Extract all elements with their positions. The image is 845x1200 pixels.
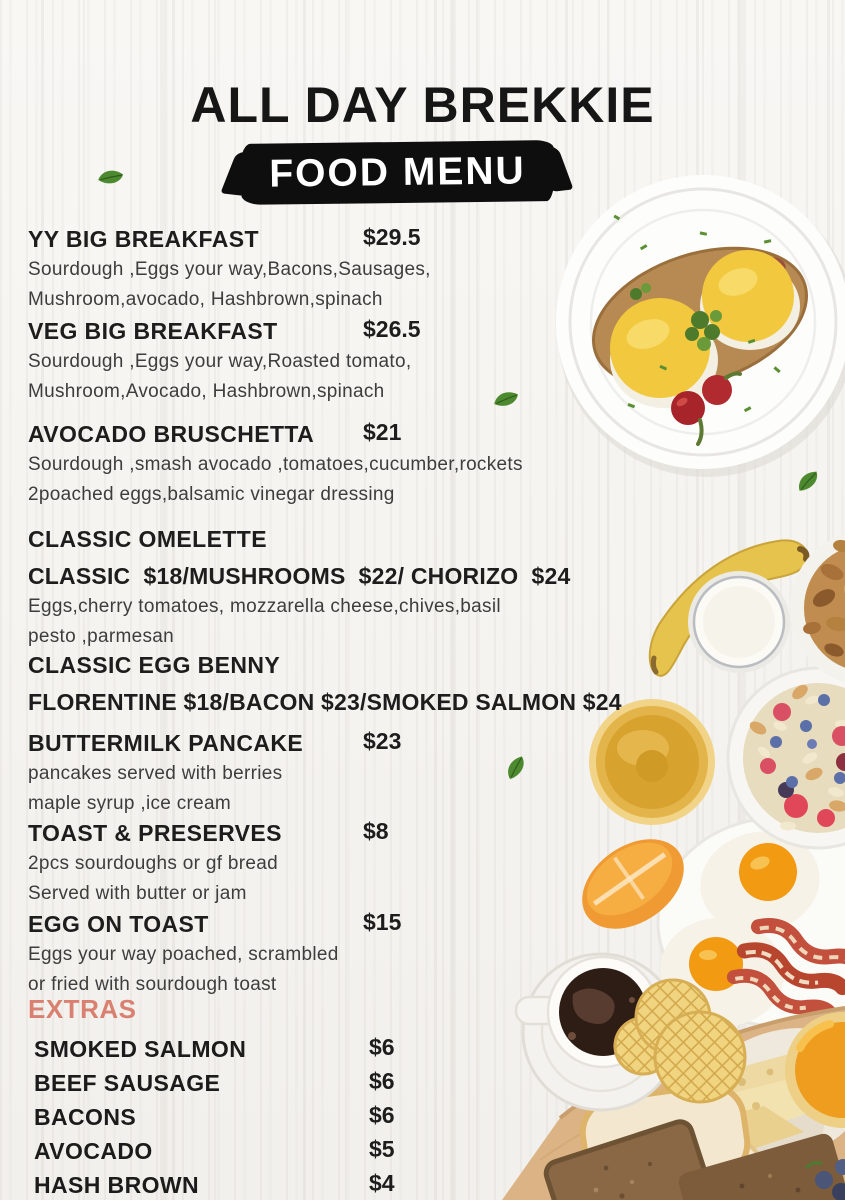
item-price: $6 [369,1034,395,1060]
item-name: BACONS [34,1104,137,1130]
item-price: $15 [363,909,402,935]
extra-item-smoked-salmon [34,1034,644,1064]
item-name: HASH BROWN [34,1172,199,1198]
item-description: maple syrup ,ice cream [28,793,232,814]
menu-item-buttermilk-pancake [28,728,638,818]
menu-item-egg-on-toast [28,909,638,999]
item-name: AVOCADO BRUSCHETTA [28,421,315,447]
menu-item-avocado-bruschetta [28,419,638,509]
extra-item-bacons [34,1102,644,1132]
item-name: CLASSIC OMELETTE [28,526,267,552]
menu-subtitle: FOOD MENU [269,149,526,196]
item-description: Served with butter or jam [28,883,247,904]
item-name: TOAST & PRESERVES [28,820,282,846]
item-description: Eggs,cherry tomatoes, mozzarella cheese,chives,basil [28,596,501,617]
item-price: $21 [363,419,402,445]
item-price: $6 [369,1068,395,1094]
item-description: Sourdough ,Eggs your way,Bacons,Sausages, [28,259,431,280]
page-title: ALL DAY BREKKIE [190,77,655,133]
item-variants: FLORENTINE $18/BACON $23/SMOKED SALMON $24 [28,689,622,715]
item-variants: CLASSIC $18/MUSHROOMS $22/ CHORIZO $24 [28,563,571,589]
extra-item-hash-brown [34,1170,644,1200]
item-description: Sourdough ,Eggs your way,Roasted tomato, [28,351,412,372]
menu-item-yy-big-breakfast [28,224,638,314]
extra-item-avocado [34,1136,644,1166]
item-name: BUTTERMILK PANCAKE [28,730,304,756]
menu-item-classic-omelette [28,524,638,651]
item-description: Mushroom,Avocado, Hashbrown,spinach [28,381,385,402]
extras-heading: EXTRAS [28,994,137,1024]
menu-item-veg-big-breakfast [28,316,638,406]
item-name: VEG BIG BREAKFAST [28,318,278,344]
item-price: $26.5 [363,316,421,342]
item-name: CLASSIC EGG BENNY [28,652,281,678]
menu-subtitle-banner [241,140,555,205]
item-price: $6 [369,1102,395,1128]
item-description: pancakes served with berries [28,763,283,784]
item-description: Eggs your way poached, scrambled [28,944,339,965]
item-description: Sourdough ,smash avocado ,tomatoes,cucumber,rockets [28,454,523,475]
item-name: YY BIG BREAKFAST [28,226,259,252]
item-name: BEEF SAUSAGE [34,1070,221,1096]
item-price: $8 [363,818,389,844]
item-description: or fried with sourdough toast [28,974,277,995]
item-price: $29.5 [363,224,421,250]
menu-item-toast-preserves [28,818,638,908]
item-price: $5 [369,1136,395,1162]
extra-item-beef-sausage [34,1068,644,1098]
item-description: pesto ,parmesan [28,626,175,647]
item-description: Mushroom,avocado, Hashbrown,spinach [28,289,383,310]
item-description: 2poached eggs,balsamic vinegar dressing [28,484,395,505]
item-description: 2pcs sourdoughs or gf bread [28,853,278,874]
item-price: $4 [369,1170,395,1196]
item-name: AVOCADO [34,1138,153,1164]
menu-item-classic-egg-benny [28,650,638,717]
item-name: EGG ON TOAST [28,911,209,937]
item-price: $23 [363,728,402,754]
item-name: SMOKED SALMON [34,1036,247,1062]
